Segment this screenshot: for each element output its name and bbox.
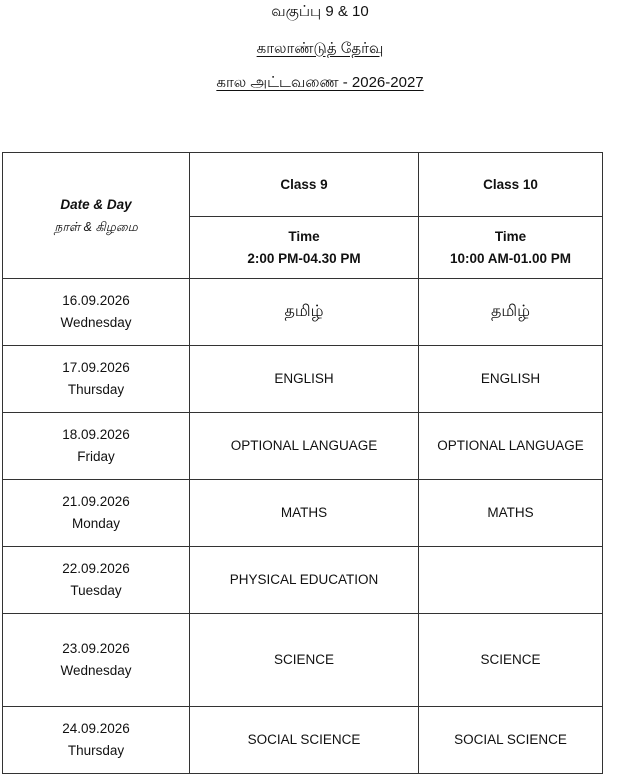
subject-text: OPTIONAL LANGUAGE xyxy=(437,438,584,453)
date-text: 21.09.2026 xyxy=(62,494,130,509)
date-header-english: Date & Day xyxy=(60,196,132,212)
subject-text: MATHS xyxy=(487,505,534,520)
table-row xyxy=(3,279,603,346)
class10-header-cell xyxy=(419,153,603,217)
table-header-row xyxy=(3,153,603,217)
date-cell xyxy=(3,480,190,547)
class10-time-label: Time xyxy=(494,228,527,244)
class9-subject-cell xyxy=(190,547,419,614)
class9-subject-cell xyxy=(190,707,419,774)
table-row xyxy=(3,707,603,774)
class9-time-value: 2:00 PM-04.30 PM xyxy=(247,250,361,266)
class10-subject-cell xyxy=(419,547,603,614)
table-row xyxy=(3,614,603,707)
subject-text: MATHS xyxy=(280,505,328,520)
date-text: 24.09.2026 xyxy=(62,721,130,736)
table-row xyxy=(3,480,603,547)
date-cell xyxy=(3,346,190,413)
day-text: Tuesday xyxy=(70,583,122,598)
heading-timetable-year: கால அட்டவணை - 2026-2027 xyxy=(216,74,424,91)
subject-text: SOCIAL SCIENCE xyxy=(454,732,567,747)
subject-text: SOCIAL SCIENCE xyxy=(247,732,361,747)
day-text: Wednesday xyxy=(60,315,132,330)
day-text: Wednesday xyxy=(60,663,132,678)
subject-text: PHYSICAL EDUCATION xyxy=(229,572,379,587)
class9-subject-cell xyxy=(190,413,419,480)
subject-text: OPTIONAL LANGUAGE xyxy=(230,438,378,453)
subject-text: தமிழ் xyxy=(284,303,324,320)
class10-time-value: 10:00 AM-01.00 PM xyxy=(449,250,572,266)
day-text: Thursday xyxy=(67,743,125,758)
class9-subject-cell xyxy=(190,279,419,346)
class10-subject-cell xyxy=(419,279,603,346)
subject-text: SCIENCE xyxy=(273,652,334,667)
class10-subject-cell xyxy=(419,707,603,774)
date-cell xyxy=(3,279,190,346)
subject-text: SCIENCE xyxy=(480,652,541,667)
table-row xyxy=(3,547,603,614)
date-text: 18.09.2026 xyxy=(62,427,130,442)
class9-header-cell xyxy=(190,153,419,217)
class10-subject-cell xyxy=(419,614,603,707)
class9-subject-cell xyxy=(190,480,419,547)
date-text: 23.09.2026 xyxy=(62,641,130,656)
exam-timetable xyxy=(2,152,603,774)
class10-label: Class 10 xyxy=(483,176,538,192)
date-cell xyxy=(3,547,190,614)
day-text: Thursday xyxy=(67,382,125,397)
day-text: Friday xyxy=(77,449,115,464)
date-cell xyxy=(3,707,190,774)
date-day-header-cell xyxy=(3,153,190,279)
table-row xyxy=(3,346,603,413)
date-text: 17.09.2026 xyxy=(62,360,130,375)
class9-time-cell xyxy=(190,217,419,279)
class10-time-cell xyxy=(419,217,603,279)
class9-subject-cell xyxy=(190,346,419,413)
heading-exam-title: காலாண்டுத் தேர்வு xyxy=(256,40,384,57)
class9-time-label: Time xyxy=(288,228,320,244)
date-header-tamil: நாள் & கிழமை xyxy=(54,219,138,234)
heading-class-line: வகுப்பு 9 & 10 xyxy=(271,3,369,20)
subject-text: ENGLISH xyxy=(480,371,541,386)
class9-label: Class 9 xyxy=(280,176,328,192)
class10-subject-cell xyxy=(419,346,603,413)
class9-subject-cell xyxy=(190,614,419,707)
subject-text: தமிழ் xyxy=(490,303,531,320)
table-row xyxy=(3,413,603,480)
date-text: 16.09.2026 xyxy=(62,293,130,308)
date-cell xyxy=(3,413,190,480)
subject-text: ENGLISH xyxy=(274,371,334,386)
date-cell xyxy=(3,614,190,707)
day-text: Monday xyxy=(71,516,121,531)
class10-subject-cell xyxy=(419,480,603,547)
date-text: 22.09.2026 xyxy=(62,561,130,576)
class10-subject-cell xyxy=(419,413,603,480)
